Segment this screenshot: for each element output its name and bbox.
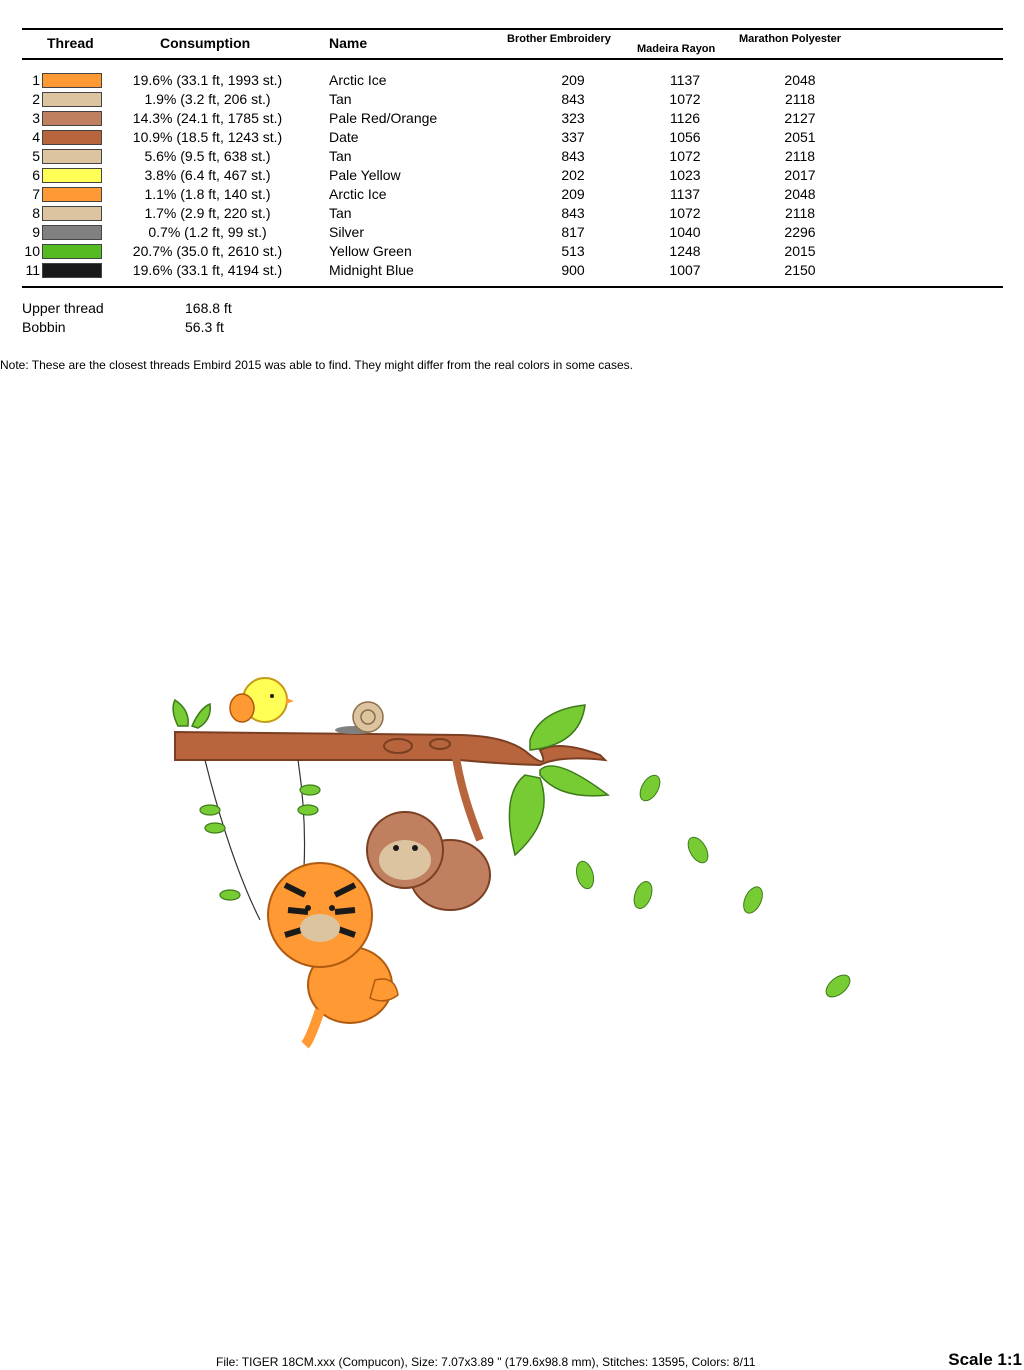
thread-madeira-code: 1023 xyxy=(669,167,701,183)
thread-madeira-code: 1072 xyxy=(669,205,701,221)
upper-thread-label: Upper thread xyxy=(22,300,104,316)
thread-number: 8 xyxy=(32,205,40,221)
thread-color-swatch xyxy=(42,206,102,221)
thread-name: Pale Yellow xyxy=(329,167,401,183)
thread-name: Midnight Blue xyxy=(329,262,414,278)
thread-marathon-code: 2118 xyxy=(784,205,816,221)
file-info: File: TIGER 18CM.xxx (Compucon), Size: 7.07x3.89 " (179.6x98.8 mm), Stitches: 13595, Colors: 8/11 xyxy=(216,1355,756,1369)
bobbin-value: 56.3 ft xyxy=(185,319,224,335)
thread-brother-code: 900 xyxy=(561,262,585,278)
thread-number: 9 xyxy=(32,224,40,240)
header-marathon: Marathon Polyester xyxy=(739,33,842,45)
thread-number: 5 xyxy=(32,148,40,164)
leaf-cluster-left xyxy=(173,700,210,728)
header-madeira: Madeira Rayon xyxy=(637,43,716,55)
thread-color-swatch xyxy=(42,92,102,107)
thread-madeira-code: 1040 xyxy=(669,224,701,240)
thread-madeira-code: 1072 xyxy=(669,91,701,107)
thread-marathon-code: 2127 xyxy=(784,110,816,126)
thread-marathon-code: 2296 xyxy=(784,224,816,240)
thread-marathon-code: 2051 xyxy=(784,129,816,145)
thread-marathon-code: 2118 xyxy=(784,91,816,107)
thread-brother-code: 337 xyxy=(561,129,585,145)
thread-brother-code: 323 xyxy=(561,110,585,126)
thread-consumption: 19.6% (33.1 ft, 4194 st.) xyxy=(132,262,283,278)
thread-consumption: 1.7% (2.9 ft, 220 st.) xyxy=(144,205,271,221)
thread-madeira-code: 1056 xyxy=(669,129,701,145)
thread-brother-code: 843 xyxy=(561,205,585,221)
header-consumption: Consumption xyxy=(160,35,251,51)
thread-consumption: 1.1% (1.8 ft, 140 st.) xyxy=(144,186,271,202)
table-header-rule xyxy=(22,58,1003,60)
thread-color-swatch xyxy=(42,111,102,126)
thread-name: Arctic Ice xyxy=(329,72,387,88)
thread-color-swatch xyxy=(42,130,102,145)
thread-name: Pale Red/Orange xyxy=(329,110,438,126)
scale-label: Scale 1:1 xyxy=(948,1350,1022,1369)
thread-name: Arctic Ice xyxy=(329,186,387,202)
thread-marathon-code: 2048 xyxy=(784,186,816,202)
thread-consumption: 14.3% (24.1 ft, 1785 st.) xyxy=(132,110,283,126)
thread-name: Date xyxy=(329,129,359,145)
thread-name: Tan xyxy=(329,91,352,107)
snail xyxy=(335,702,383,734)
upper-thread-value: 168.8 ft xyxy=(185,300,232,316)
thread-madeira-code: 1126 xyxy=(669,110,701,126)
thread-consumption: 0.7% (1.2 ft, 99 st.) xyxy=(148,224,267,240)
bird xyxy=(230,678,294,722)
table-top-rule xyxy=(22,28,1003,30)
thread-madeira-code: 1137 xyxy=(669,186,701,202)
leaf-cluster-right xyxy=(509,705,608,855)
thread-marathon-code: 2118 xyxy=(784,148,816,164)
thread-color-swatch xyxy=(42,244,102,259)
thread-consumption: 20.7% (35.0 ft, 2610 st.) xyxy=(132,243,283,259)
thread-brother-code: 843 xyxy=(561,91,585,107)
thread-number: 11 xyxy=(25,262,40,278)
thread-number: 2 xyxy=(32,91,40,107)
thread-color-swatch xyxy=(42,168,102,183)
thread-number: 3 xyxy=(32,110,40,126)
thread-number: 6 xyxy=(32,167,40,183)
thread-name: Tan xyxy=(329,148,352,164)
thread-brother-code: 209 xyxy=(561,186,585,202)
thread-brother-code: 817 xyxy=(561,224,585,240)
header-thread: Thread xyxy=(47,35,94,51)
thread-consumption: 1.9% (3.2 ft, 206 st.) xyxy=(144,91,271,107)
thread-marathon-code: 2017 xyxy=(784,167,816,183)
thread-name: Tan xyxy=(329,205,352,221)
monkey xyxy=(367,750,490,910)
thread-color-swatch xyxy=(42,263,102,278)
thread-number: 10 xyxy=(24,243,40,259)
thread-color-swatch xyxy=(42,73,102,88)
thread-name: Silver xyxy=(329,224,365,240)
thread-consumption: 10.9% (18.5 ft, 1243 st.) xyxy=(132,129,283,145)
thread-number: 4 xyxy=(32,129,40,145)
thread-number: 1 xyxy=(32,72,40,88)
thread-brother-code: 843 xyxy=(561,148,585,164)
bobbin-label: Bobbin xyxy=(22,319,66,335)
thread-number: 7 xyxy=(32,186,40,202)
thread-name: Yellow Green xyxy=(329,243,412,259)
thread-marathon-code: 2048 xyxy=(784,72,816,88)
thread-consumption: 3.8% (6.4 ft, 467 st.) xyxy=(144,167,271,183)
tiger xyxy=(268,863,398,1045)
thread-brother-code: 209 xyxy=(561,72,585,88)
thread-madeira-code: 1007 xyxy=(669,262,701,278)
thread-marathon-code: 2015 xyxy=(784,243,816,259)
thread-brother-code: 513 xyxy=(561,243,585,259)
thread-color-swatch xyxy=(42,225,102,240)
header-brother: Brother Embroidery xyxy=(507,33,611,45)
thread-madeira-code: 1248 xyxy=(669,243,701,259)
header-name: Name xyxy=(329,35,368,51)
thread-madeira-code: 1137 xyxy=(669,72,701,88)
thread-color-swatch xyxy=(42,149,102,164)
thread-brother-code: 202 xyxy=(561,167,585,183)
thread-marathon-code: 2150 xyxy=(784,262,816,278)
thread-madeira-code: 1072 xyxy=(669,148,701,164)
thread-consumption: 5.6% (9.5 ft, 638 st.) xyxy=(144,148,271,164)
thread-note: Note: These are the closest threads Embird 2015 was able to find. They might differ from the real colors in some cases. xyxy=(0,358,633,372)
embroidery-design-preview xyxy=(160,660,880,1060)
falling-leaves xyxy=(574,772,854,1001)
thread-consumption: 19.6% (33.1 ft, 1993 st.) xyxy=(132,72,283,88)
table-bottom-rule xyxy=(22,286,1003,288)
thread-color-swatch xyxy=(42,187,102,202)
